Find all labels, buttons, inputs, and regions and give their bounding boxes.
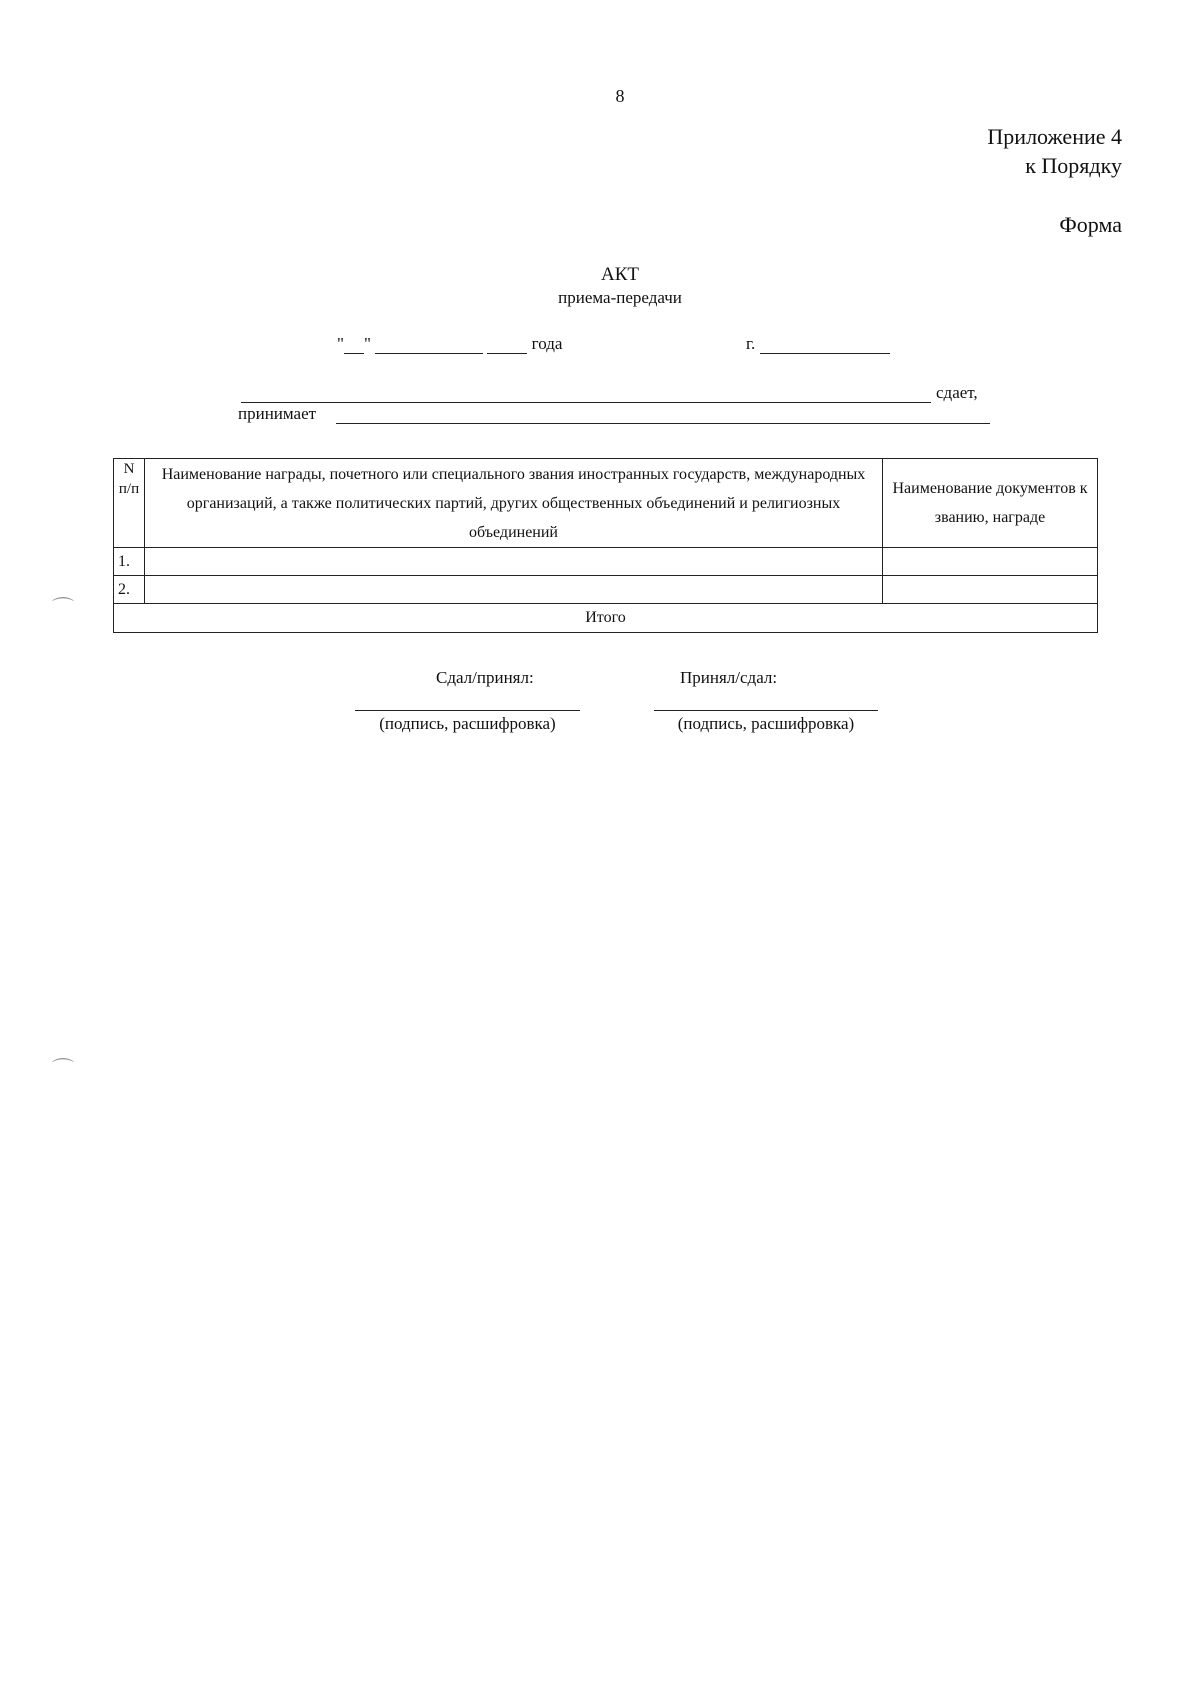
table-row bbox=[114, 548, 1098, 576]
form-label: Форма bbox=[1059, 212, 1122, 237]
scan-hole-mark: ⌒ bbox=[52, 1057, 75, 1082]
documents-cell[interactable] bbox=[883, 576, 1098, 604]
column-header-number-line2: п/п bbox=[118, 481, 140, 497]
year-blank[interactable] bbox=[487, 335, 527, 354]
appendix-line-1: Приложение 4 bbox=[987, 124, 1122, 149]
date-field bbox=[337, 334, 562, 354]
column-header-number bbox=[114, 459, 145, 548]
award-name-cell[interactable] bbox=[145, 576, 883, 604]
award-name-cell[interactable] bbox=[145, 548, 883, 576]
page-number: 8 bbox=[615, 86, 625, 106]
document-subtitle: приема-передачи bbox=[558, 288, 682, 307]
day-blank[interactable] bbox=[344, 335, 364, 354]
table-header-row bbox=[114, 459, 1098, 548]
city-field bbox=[746, 334, 890, 354]
year-word: года bbox=[531, 334, 563, 353]
table-row bbox=[114, 576, 1098, 604]
column-header-documents: Наименование документов к званию, награде bbox=[883, 459, 1098, 548]
quote-close: " bbox=[363, 334, 371, 353]
right-signature-caption: (подпись, расшифровка) bbox=[677, 714, 855, 733]
city-prefix: г. bbox=[746, 334, 756, 353]
documents-cell[interactable] bbox=[883, 548, 1098, 576]
left-signature-caption: (подпись, расшифровка) bbox=[379, 714, 556, 733]
column-header-number-line1: N bbox=[123, 461, 135, 477]
accepts-label: принимает bbox=[238, 404, 317, 423]
award-transfer-table bbox=[113, 458, 1098, 633]
appendix-reference bbox=[987, 122, 1122, 180]
total-label: Итого bbox=[114, 604, 1098, 633]
right-signature-label: Принял/сдал: bbox=[680, 668, 778, 687]
scan-hole-mark: ⌒ bbox=[52, 596, 75, 621]
left-signature-blank[interactable] bbox=[355, 710, 580, 711]
receiver-name-blank[interactable] bbox=[336, 423, 990, 424]
document-title: АКТ bbox=[601, 264, 639, 285]
city-blank[interactable] bbox=[760, 335, 890, 354]
table-total-row bbox=[114, 604, 1098, 633]
appendix-line-2: к Порядку bbox=[1025, 153, 1122, 178]
row-number: 1. bbox=[114, 548, 145, 576]
giver-name-blank[interactable] bbox=[241, 402, 931, 403]
gives-label: сдает, bbox=[936, 383, 978, 402]
right-signature-blank[interactable] bbox=[654, 710, 878, 711]
quote-open: " bbox=[337, 334, 344, 353]
month-blank[interactable] bbox=[375, 335, 483, 354]
row-number: 2. bbox=[114, 576, 145, 604]
left-signature-label: Сдал/принял: bbox=[436, 668, 534, 687]
column-header-award-name: Наименование награды, почетного или специального звания иностранных государств, международных организаций, а также политических партий, других общественных объединений и религиозных объединений bbox=[145, 459, 883, 548]
